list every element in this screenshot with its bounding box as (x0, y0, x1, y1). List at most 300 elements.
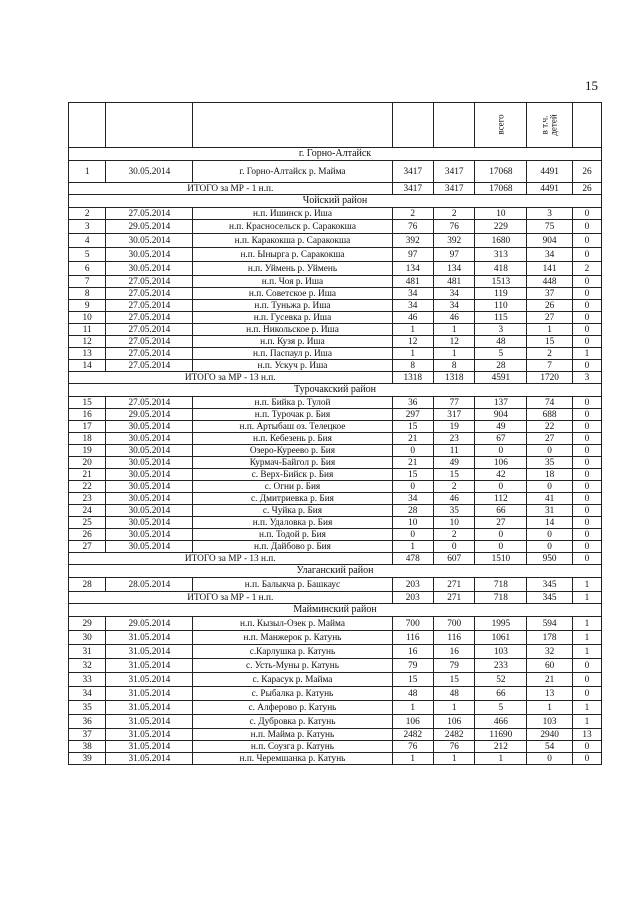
table-row (69, 469, 602, 481)
total-label: ИТОГО за МР - 13 н.п. (69, 553, 393, 565)
cell-b: 12 (433, 336, 474, 348)
cell-d: 37 (527, 288, 573, 300)
cell-e: 0 (572, 517, 601, 529)
cell-a: 297 (392, 409, 433, 421)
cell-place: н.п. Черемшанка р. Катунь (193, 753, 392, 765)
cell-n: 29 (69, 617, 106, 631)
cell-e: 0 (572, 234, 601, 248)
cell-place: н.п. Соузга р. Катунь (193, 741, 392, 753)
cell-n: 38 (69, 741, 106, 753)
cell-a: 1 (392, 348, 433, 360)
cell-b: 79 (433, 659, 474, 673)
cell-d: 34 (527, 248, 573, 262)
cell-place: Курмач-Байгол р. Бия (193, 457, 392, 469)
cell-b: 23 (433, 433, 474, 445)
cell-b: 0 (433, 541, 474, 553)
cell-date: 30.05.2014 (106, 234, 193, 248)
cell-d: 18 (527, 469, 573, 481)
cell-n: 25 (69, 517, 106, 529)
cell-n: 1 (69, 161, 106, 183)
flood-data-table (68, 102, 602, 765)
cell-date: 31.05.2014 (106, 715, 193, 729)
cell-d: 15 (527, 336, 573, 348)
cell-d: 21 (527, 673, 573, 687)
cell-c: 106 (475, 457, 527, 469)
cell-c: 229 (475, 220, 527, 234)
cell-n: 2 (69, 208, 106, 220)
cell-e: 0 (572, 481, 601, 493)
cell-e: 0 (572, 276, 601, 288)
total-cell-a: 3417 (392, 183, 433, 195)
cell-c: 1061 (475, 631, 527, 645)
cell-date: 29.05.2014 (106, 409, 193, 421)
cell-e: 0 (572, 397, 601, 409)
table-row (69, 541, 602, 553)
cell-c: 119 (475, 288, 527, 300)
cell-place: н.п. Бийка р. Тулой (193, 397, 392, 409)
table-row (69, 753, 602, 765)
cell-e: 0 (572, 445, 601, 457)
cell-c: 1513 (475, 276, 527, 288)
table-row (69, 673, 602, 687)
cell-e: 0 (572, 421, 601, 433)
total-label: ИТОГО за МР - 13 н.п. (69, 372, 393, 384)
total-cell-b: 3417 (433, 183, 474, 195)
cell-a: 46 (392, 312, 433, 324)
cell-place: н.п. Артыбаш оз. Телецкое (193, 421, 392, 433)
table-row (69, 312, 602, 324)
cell-n: 8 (69, 288, 106, 300)
cell-a: 3417 (392, 161, 433, 183)
table-row (69, 300, 602, 312)
cell-e: 0 (572, 208, 601, 220)
cell-place: с. Усть-Муны р. Катунь (193, 659, 392, 673)
cell-d: 26 (527, 300, 573, 312)
table-header-row (69, 103, 602, 148)
table-row (69, 324, 602, 336)
cell-b: 2 (433, 529, 474, 541)
cell-c: 67 (475, 433, 527, 445)
cell-b: 35 (433, 505, 474, 517)
cell-e: 0 (572, 433, 601, 445)
cell-d: 41 (527, 493, 573, 505)
cell-c: 1995 (475, 617, 527, 631)
cell-e: 0 (572, 753, 601, 765)
cell-e: 2 (572, 262, 601, 276)
cell-place: с. Алферово р. Катунь (193, 701, 392, 715)
table-row (69, 248, 602, 262)
cell-c: 3 (475, 324, 527, 336)
cell-c: 66 (475, 505, 527, 517)
cell-d: 13 (527, 687, 573, 701)
cell-e: 1 (572, 631, 601, 645)
cell-place: н.п. Красносельск р. Саракокша (193, 220, 392, 234)
cell-e: 0 (572, 248, 601, 262)
total-cell-a: 1318 (392, 372, 433, 384)
cell-d: 448 (527, 276, 573, 288)
cell-b: 8 (433, 360, 474, 372)
cell-e: 0 (572, 541, 601, 553)
cell-date: 27.05.2014 (106, 208, 193, 220)
cell-b: 76 (433, 220, 474, 234)
header-cell-date (106, 103, 193, 148)
cell-place: с.Карлушка р. Катунь (193, 645, 392, 659)
cell-c: 27 (475, 517, 527, 529)
cell-n: 16 (69, 409, 106, 421)
cell-a: 0 (392, 481, 433, 493)
table-row (69, 729, 602, 741)
cell-b: 49 (433, 457, 474, 469)
table-row (69, 336, 602, 348)
total-cell-a: 478 (392, 553, 433, 565)
cell-e: 0 (572, 300, 601, 312)
cell-d: 4491 (527, 161, 573, 183)
cell-date: 31.05.2014 (106, 645, 193, 659)
cell-b: 15 (433, 469, 474, 481)
cell-d: 103 (527, 715, 573, 729)
cell-c: 1680 (475, 234, 527, 248)
cell-b: 106 (433, 715, 474, 729)
cell-place: с. Дубровка р. Катунь (193, 715, 392, 729)
cell-place: н.п. Уймень р. Уймень (193, 262, 392, 276)
cell-a: 48 (392, 687, 433, 701)
cell-c: 5 (475, 701, 527, 715)
cell-d: 14 (527, 517, 573, 529)
cell-n: 11 (69, 324, 106, 336)
section-title: Турочакский район (69, 384, 602, 397)
cell-d: 904 (527, 234, 573, 248)
cell-a: 28 (392, 505, 433, 517)
cell-n: 37 (69, 729, 106, 741)
cell-e: 1 (572, 348, 601, 360)
total-cell-d: 950 (527, 553, 573, 565)
cell-b: 34 (433, 300, 474, 312)
cell-n: 9 (69, 300, 106, 312)
cell-a: 0 (392, 445, 433, 457)
cell-n: 28 (69, 578, 106, 592)
cell-n: 7 (69, 276, 106, 288)
cell-b: 700 (433, 617, 474, 631)
total-cell-c: 1510 (475, 553, 527, 565)
cell-b: 97 (433, 248, 474, 262)
cell-date: 30.05.2014 (106, 541, 193, 553)
cell-b: 16 (433, 645, 474, 659)
cell-d: 7 (527, 360, 573, 372)
total-cell-a: 203 (392, 592, 433, 604)
cell-b: 1 (433, 753, 474, 765)
cell-date: 30.05.2014 (106, 445, 193, 457)
section-title-row (69, 565, 602, 578)
cell-a: 12 (392, 336, 433, 348)
cell-place: с. Чуйка р. Бия (193, 505, 392, 517)
cell-a: 21 (392, 457, 433, 469)
cell-n: 39 (69, 753, 106, 765)
cell-d: 27 (527, 433, 573, 445)
total-cell-e: 26 (572, 183, 601, 195)
cell-e: 1 (572, 701, 601, 715)
cell-d: 54 (527, 741, 573, 753)
total-cell-d: 4491 (527, 183, 573, 195)
cell-n: 15 (69, 397, 106, 409)
cell-c: 11690 (475, 729, 527, 741)
cell-place: н.п. Дайбово р. Бия (193, 541, 392, 553)
cell-date: 31.05.2014 (106, 687, 193, 701)
cell-c: 112 (475, 493, 527, 505)
cell-n: 6 (69, 262, 106, 276)
cell-c: 212 (475, 741, 527, 753)
cell-n: 3 (69, 220, 106, 234)
cell-date: 27.05.2014 (106, 336, 193, 348)
cell-date: 31.05.2014 (106, 741, 193, 753)
cell-a: 106 (392, 715, 433, 729)
total-row (69, 183, 602, 195)
cell-a: 481 (392, 276, 433, 288)
cell-e: 0 (572, 457, 601, 469)
cell-date: 30.05.2014 (106, 505, 193, 517)
cell-a: 34 (392, 493, 433, 505)
cell-e: 0 (572, 324, 601, 336)
cell-a: 15 (392, 421, 433, 433)
cell-c: 49 (475, 421, 527, 433)
cell-d: 1 (527, 701, 573, 715)
total-cell-e: 1 (572, 592, 601, 604)
cell-place: н.п. Чоя р. Иша (193, 276, 392, 288)
cell-c: 233 (475, 659, 527, 673)
cell-place: н.п. Никольское р. Иша (193, 324, 392, 336)
cell-date: 27.05.2014 (106, 348, 193, 360)
cell-e: 0 (572, 741, 601, 753)
cell-b: 19 (433, 421, 474, 433)
cell-c: 110 (475, 300, 527, 312)
cell-place: н.п. Туньжа р. Иша (193, 300, 392, 312)
table-row (69, 161, 602, 183)
table-row (69, 741, 602, 753)
cell-date: 28.05.2014 (106, 578, 193, 592)
cell-n: 4 (69, 234, 106, 248)
cell-e: 0 (572, 288, 601, 300)
cell-e: 0 (572, 673, 601, 687)
section-title-row (69, 384, 602, 397)
total-cell-d: 345 (527, 592, 573, 604)
cell-a: 34 (392, 300, 433, 312)
cell-date: 29.05.2014 (106, 220, 193, 234)
header-cell-e (572, 103, 601, 148)
header-cell-b (433, 103, 474, 148)
page-number: 15 (585, 78, 598, 93)
total-cell-b: 271 (433, 592, 474, 604)
cell-n: 31 (69, 645, 106, 659)
total-row (69, 592, 602, 604)
cell-n: 36 (69, 715, 106, 729)
cell-a: 134 (392, 262, 433, 276)
cell-d: 32 (527, 645, 573, 659)
cell-place: н.п. Советское р. Иша (193, 288, 392, 300)
cell-b: 1 (433, 701, 474, 715)
cell-place: н.п. Удаловка р. Бия (193, 517, 392, 529)
table-row (69, 529, 602, 541)
table-row (69, 397, 602, 409)
total-cell-c: 17068 (475, 183, 527, 195)
total-cell-e: 0 (572, 553, 601, 565)
cell-place: с. Дмитриевка р. Бия (193, 493, 392, 505)
cell-date: 27.05.2014 (106, 324, 193, 336)
cell-c: 0 (475, 445, 527, 457)
cell-c: 313 (475, 248, 527, 262)
header-children-label: в т.ч. детей (539, 113, 559, 136)
cell-date: 31.05.2014 (106, 729, 193, 741)
cell-a: 76 (392, 741, 433, 753)
cell-d: 0 (527, 529, 573, 541)
section-title: Майминский район (69, 604, 602, 617)
section-title-row (69, 148, 602, 161)
cell-n: 13 (69, 348, 106, 360)
section-title-row (69, 195, 602, 208)
section-title: Чойский район (69, 195, 602, 208)
total-row (69, 553, 602, 565)
cell-a: 97 (392, 248, 433, 262)
cell-b: 317 (433, 409, 474, 421)
cell-e: 0 (572, 659, 601, 673)
cell-b: 481 (433, 276, 474, 288)
cell-c: 103 (475, 645, 527, 659)
cell-c: 66 (475, 687, 527, 701)
cell-place: н.п. Каракокша р. Саракокша (193, 234, 392, 248)
cell-date: 31.05.2014 (106, 673, 193, 687)
cell-place: н.п. Кызыл-Озек р. Майма (193, 617, 392, 631)
cell-n: 14 (69, 360, 106, 372)
cell-b: 77 (433, 397, 474, 409)
cell-b: 116 (433, 631, 474, 645)
total-cell-c: 718 (475, 592, 527, 604)
cell-n: 22 (69, 481, 106, 493)
table-row (69, 276, 602, 288)
cell-b: 48 (433, 687, 474, 701)
cell-a: 0 (392, 529, 433, 541)
cell-c: 0 (475, 481, 527, 493)
cell-d: 688 (527, 409, 573, 421)
section-title: г. Горно-Алтайск (69, 148, 602, 161)
cell-c: 48 (475, 336, 527, 348)
table-row (69, 457, 602, 469)
cell-date: 30.05.2014 (106, 161, 193, 183)
cell-n: 18 (69, 433, 106, 445)
cell-n: 20 (69, 457, 106, 469)
total-label: ИТОГО за МР - 1 н.п. (69, 592, 393, 604)
cell-a: 2482 (392, 729, 433, 741)
cell-a: 116 (392, 631, 433, 645)
cell-a: 16 (392, 645, 433, 659)
cell-n: 17 (69, 421, 106, 433)
cell-place: н.п. Майма р. Катунь (193, 729, 392, 741)
cell-b: 34 (433, 288, 474, 300)
cell-c: 42 (475, 469, 527, 481)
cell-d: 27 (527, 312, 573, 324)
cell-a: 2 (392, 208, 433, 220)
cell-d: 0 (527, 753, 573, 765)
table-row (69, 701, 602, 715)
cell-a: 1 (392, 753, 433, 765)
table-row (69, 687, 602, 701)
cell-d: 0 (527, 481, 573, 493)
cell-place: н.п. Манжерок р. Катунь (193, 631, 392, 645)
cell-n: 21 (69, 469, 106, 481)
cell-c: 718 (475, 578, 527, 592)
cell-e: 0 (572, 687, 601, 701)
table-row (69, 481, 602, 493)
total-label: ИТОГО за МР - 1 н.п. (69, 183, 393, 195)
cell-n: 33 (69, 673, 106, 687)
table-row (69, 348, 602, 360)
cell-n: 34 (69, 687, 106, 701)
cell-b: 76 (433, 741, 474, 753)
cell-date: 30.05.2014 (106, 421, 193, 433)
cell-c: 137 (475, 397, 527, 409)
cell-a: 1 (392, 541, 433, 553)
cell-c: 17068 (475, 161, 527, 183)
cell-e: 0 (572, 529, 601, 541)
cell-n: 26 (69, 529, 106, 541)
cell-c: 52 (475, 673, 527, 687)
table-row (69, 208, 602, 220)
cell-date: 31.05.2014 (106, 631, 193, 645)
table-row (69, 659, 602, 673)
total-cell-b: 1318 (433, 372, 474, 384)
table-row (69, 715, 602, 729)
cell-n: 32 (69, 659, 106, 673)
cell-a: 1 (392, 324, 433, 336)
cell-n: 5 (69, 248, 106, 262)
cell-e: 0 (572, 493, 601, 505)
cell-e: 0 (572, 312, 601, 324)
table-row (69, 517, 602, 529)
cell-place: н.п. Ускуч р. Иша (193, 360, 392, 372)
cell-date: 27.05.2014 (106, 300, 193, 312)
cell-d: 0 (527, 445, 573, 457)
cell-n: 35 (69, 701, 106, 715)
cell-a: 203 (392, 578, 433, 592)
cell-e: 1 (572, 578, 601, 592)
cell-n: 10 (69, 312, 106, 324)
table-row (69, 409, 602, 421)
table-row (69, 262, 602, 276)
cell-d: 594 (527, 617, 573, 631)
table-row (69, 645, 602, 659)
cell-d: 22 (527, 421, 573, 433)
header-cell-place (193, 103, 392, 148)
cell-date: 30.05.2014 (106, 493, 193, 505)
cell-c: 1 (475, 753, 527, 765)
cell-date: 29.05.2014 (106, 617, 193, 631)
cell-place: н.п. Паспаул р. Иша (193, 348, 392, 360)
cell-a: 15 (392, 469, 433, 481)
total-row (69, 372, 602, 384)
cell-date: 30.05.2014 (106, 248, 193, 262)
cell-b: 11 (433, 445, 474, 457)
total-cell-d: 1720 (527, 372, 573, 384)
table-body (69, 103, 602, 765)
cell-place: н.п. Турочак р. Бия (193, 409, 392, 421)
cell-d: 75 (527, 220, 573, 234)
total-cell-b: 607 (433, 553, 474, 565)
cell-b: 46 (433, 493, 474, 505)
cell-b: 10 (433, 517, 474, 529)
cell-n: 23 (69, 493, 106, 505)
cell-c: 0 (475, 529, 527, 541)
cell-e: 0 (572, 469, 601, 481)
section-title-row (69, 604, 602, 617)
cell-d: 31 (527, 505, 573, 517)
header-cell-number (69, 103, 106, 148)
